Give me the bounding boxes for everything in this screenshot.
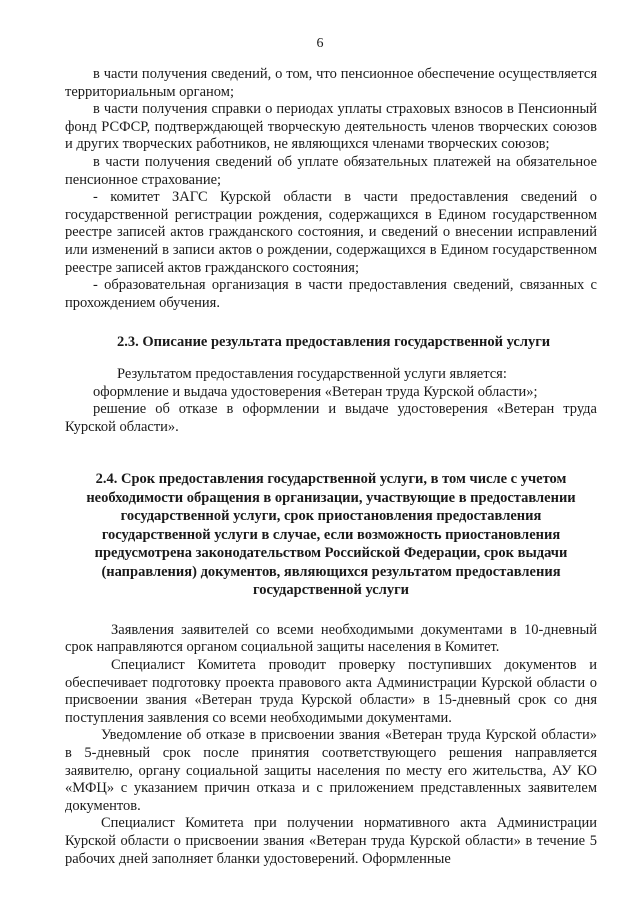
paragraph-pension-info: в части получения сведений, о том, что пенсионное обеспечение осуществляется территориальным органом; [65,66,597,100]
paragraph-pension-fund-certificate: в части получения справки о периодах уплаты страховых взносов в Пенсионный фонд РСФСР, подтверждающей творческую деятельность членов творческих союзов и других творческих работников, не являющихся членами творческих союзов; [65,101,597,153]
paragraph-committee-check: Специалист Комитета проводит проверку поступивших документов и обеспечивает подготовку проекта правового акта Администрации Курской области о присвоении звания «Ветеран труда Курской области» в 15-дневный срок со дня поступления заявления со всеми необходимыми документами. [65,656,597,726]
paragraph-result-refusal: решение об отказе в оформлении и выдаче удостоверения «Ветеран труда Курской области». [65,401,597,435]
paragraph-mandatory-payments: в части получения сведений об уплате обязательных платежей на обязательное пенсионное страхование; [65,153,597,188]
paragraph-refusal-notice: Уведомление об отказе в присвоении звания «Ветеран труда Курской области» в 5-дневный срок после принятия соответствующего решения направляется заявителю, органу социальной защиты населения по месту его жительства, АУ КО «МФЦ» с указанием причин отказа и с приложением представленных заявителем документов. [65,727,597,814]
section-heading-2-4: 2.4. Срок предоставления государственной услуги, в том числе с учетом необходимости обращения в организации, участвующие в предоставлении государственной услуги, срок приостановления предоставления государственной услуги в случае, если возможность приостановления предусмотрена законодательством Российской Федерации, срок выдачи (направления) документов, являющихся результатом предоставления государственной услуги [86,471,576,599]
paragraph-result-intro: Результатом предоставления государственной услуги является: [117,365,507,382]
paragraph-certificate-forms: Специалист Комитета при получении нормативного акта Администрации Курской области о присвоении звания «Ветеран труда Курской области» в течение 5 рабочих дней заполняет бланки удостоверений. Оформленные [65,815,597,867]
paragraph-zags-committee: - комитет ЗАГС Курской области в части предоставления сведений о государственной регистрации рождения, содержащихся в Едином государственном реестре записей актов гражданского состояния, и сведений о внесении исправлений или изменений в записи актов о рождении, содержащихся в Едином государственном реестре записей актов гражданского состояния; [65,189,597,276]
paragraph-educational-organization: - образовательная организация в части предоставления сведений, связанных с прохождением обучения. [65,277,597,311]
section-heading-2-3: 2.3. Описание результата предоставления государственной услуги [117,334,551,351]
paragraph-applications-term: Заявления заявителей со всеми необходимыми документами в 10-дневный срок направляются органом социальной защиты населения в Комитет. [65,621,597,656]
document-body [65,66,597,868]
page-number: 6 [316,36,324,51]
paragraph-result-issue: оформление и выдача удостоверения «Ветеран труда Курской области»; [93,383,538,400]
